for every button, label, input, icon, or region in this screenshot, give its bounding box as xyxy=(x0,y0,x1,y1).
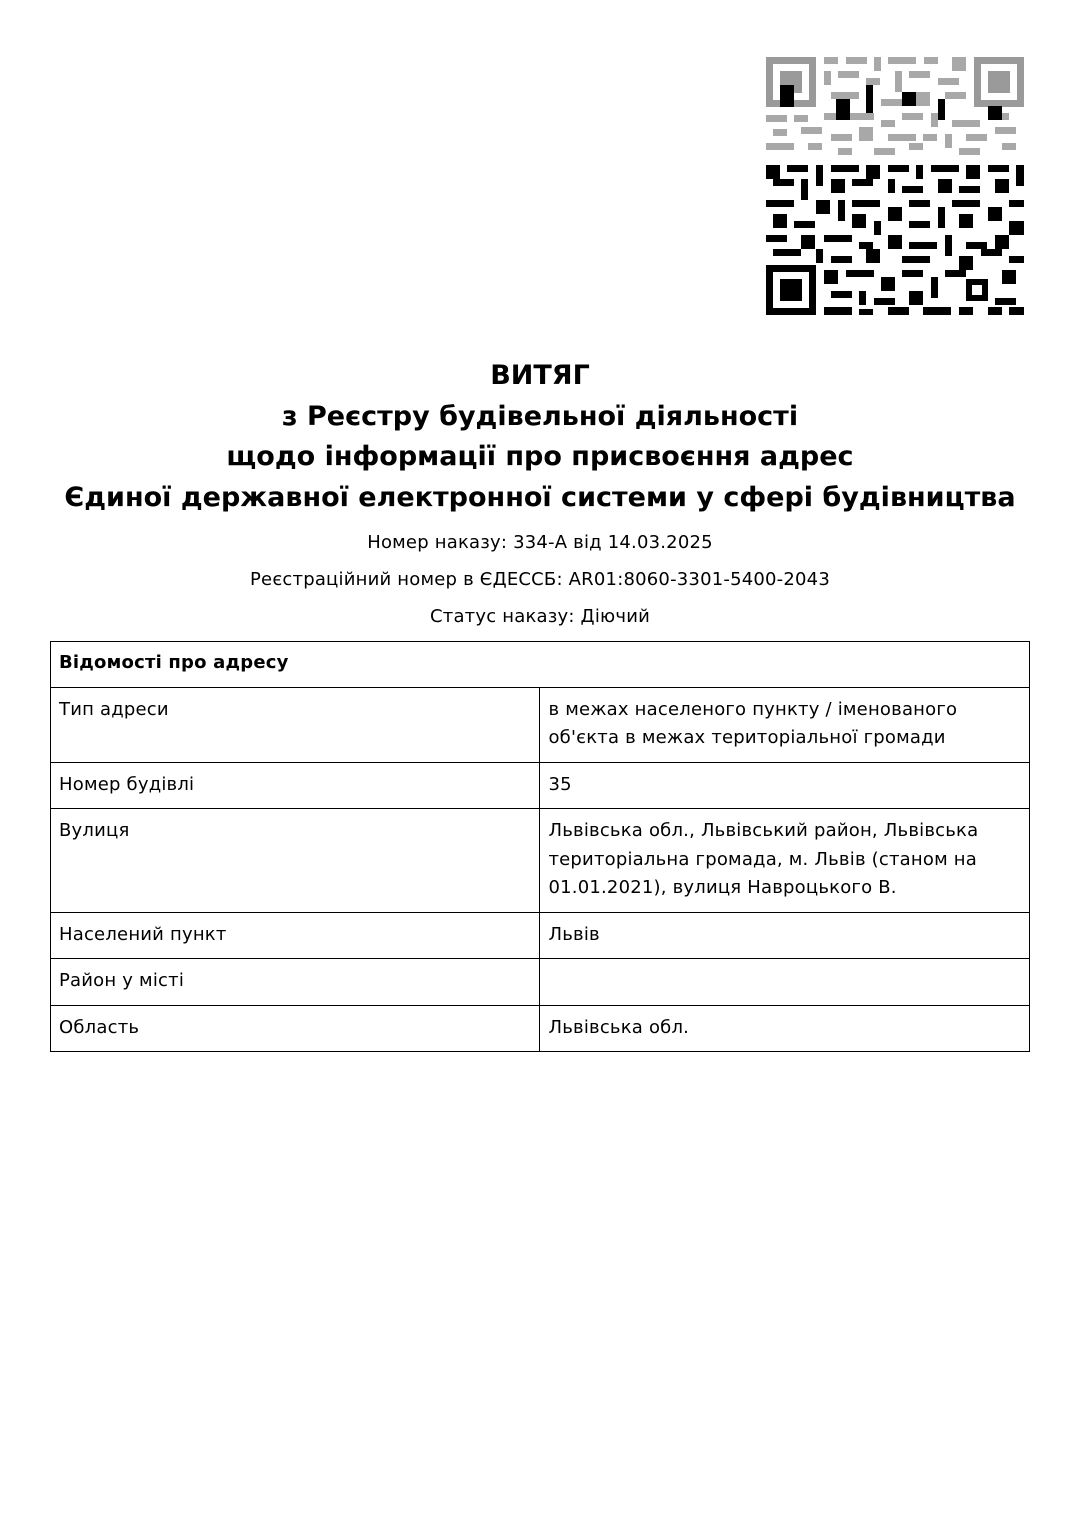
document-subtitle-registry: з Реєстру будівельної діяльності xyxy=(281,400,799,432)
row-value-street: Львівська обл., Львівський район, Львівська територіальна громада, м. Львів (станом на 01.01.2021), вулиця Навроцького В. xyxy=(540,809,1030,913)
table-row xyxy=(51,959,1030,1006)
table-row xyxy=(51,762,1030,809)
row-value-settlement: Львів xyxy=(540,912,1030,959)
row-label-settlement: Населений пункт xyxy=(51,912,540,959)
order-number: Номер наказу: 334-А від 14.03.2025 xyxy=(367,532,713,553)
registration-number: Реєстраційний номер в ЄДЕССБ: AR01:8060-3301-5400-2043 xyxy=(250,569,830,590)
order-status: Статус наказу: Діючий xyxy=(430,606,650,627)
row-label-city-district: Район у місті xyxy=(51,959,540,1006)
document-subtitle-subject: щодо інформації про присвоєння адрес xyxy=(226,441,854,472)
row-value-address-type: в межах населеного пункту / іменованого об'єкта в межах територіальної громади xyxy=(540,687,1030,762)
row-label-building-number: Номер будівлі xyxy=(51,762,540,809)
row-value-building-number: 35 xyxy=(540,762,1030,809)
qr-code-graphic xyxy=(766,57,1024,315)
table-row xyxy=(51,1005,1030,1052)
qr-code-icon xyxy=(766,57,1024,315)
address-info-table xyxy=(50,641,1030,1052)
row-value-city-district xyxy=(540,959,1030,1006)
table-row xyxy=(51,809,1030,913)
row-value-region: Львівська обл. xyxy=(540,1005,1030,1052)
document-title: ВИТЯГ xyxy=(490,360,590,391)
table-header: Відомості про адресу xyxy=(51,642,1030,688)
document-header xyxy=(40,356,1040,635)
table-header-row xyxy=(51,642,1030,688)
table-row xyxy=(51,687,1030,762)
row-label-street: Вулиця xyxy=(51,809,540,913)
table-row xyxy=(51,912,1030,959)
document-subtitle-system: Єдиної державної електронної системи у сфері будівництва xyxy=(64,481,1016,513)
row-label-region: Область xyxy=(51,1005,540,1052)
row-label-address-type: Тип адреси xyxy=(51,687,540,762)
